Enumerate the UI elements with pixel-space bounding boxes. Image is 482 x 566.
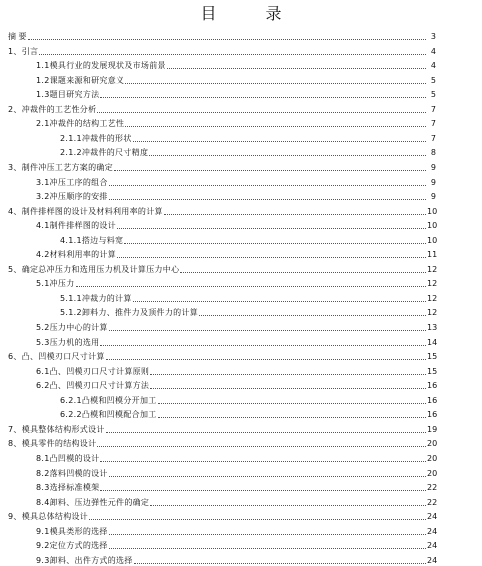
toc-page-number: 13 (427, 323, 438, 332)
toc-page-number: 16 (427, 395, 438, 405)
toc-page-number: 11 (427, 250, 438, 260)
toc-page-number: 10 (427, 206, 438, 216)
toc-page-number: 24 (427, 526, 438, 536)
toc-dot-leader (134, 562, 426, 564)
toc-entry-title: 6.2凸、凹模刃口尺寸计算方法 (36, 381, 150, 391)
toc-entry-title: 4.2材料利用率的计算 (36, 250, 117, 260)
toc-entry[interactable] (36, 550, 436, 566)
toc-page-number: 4 (430, 46, 436, 56)
toc-entry-title: 8.3选择标准模架 (36, 483, 100, 493)
toc-page-number: 12 (427, 293, 438, 303)
toc-entry-title: 3、制件冲压工艺方案的确定 (8, 162, 113, 172)
toc-page-number: 10 (427, 235, 438, 245)
toc-page-number: 5 (430, 75, 436, 85)
toc-entry-title: 8、模具零件的结构设计 (8, 439, 97, 449)
toc-entry-title: 8.1凸凹模的设计 (36, 453, 100, 463)
toc-page-number: 22 (427, 497, 438, 507)
toc-entry-title: 6.1凸、凹模刃口尺寸计算原则 (36, 366, 150, 376)
toc-page-number: 5 (430, 90, 436, 100)
toc-page-number: 20 (427, 468, 438, 478)
toc-page-number: 12 (427, 308, 438, 318)
toc-entry-title: 5、确定总冲压力和选用压力机及计算压力中心 (8, 264, 180, 274)
toc-entry-title: 4.1制件排样图的设计 (36, 221, 117, 231)
toc-entry-title: 1.2课题来源和研究意义 (36, 75, 125, 85)
toc-entry-title: 2.1.1冲裁件的形状 (60, 133, 132, 143)
toc-page-number: 20 (427, 439, 438, 449)
toc-entry-title: 1.3题目研究方法 (36, 90, 100, 100)
toc-page-number: 24 (427, 512, 438, 522)
toc-page-number: 20 (427, 453, 438, 463)
toc-page-number: 12 (427, 264, 438, 274)
toc-page-number: 16 (427, 381, 438, 391)
toc-entry-title: 8.4卸料、压边弹性元件的确定 (36, 497, 150, 507)
toc-entry-title: 摘 要 (8, 32, 27, 41)
toc-page-number: 9 (430, 192, 436, 202)
toc-entry-title: 9.2定位方式的选择 (36, 541, 108, 551)
toc-entry-title: 5.1.1冲裁力的计算 (60, 293, 132, 303)
toc-entry-title: 2.1.2冲裁件的尺寸精度 (60, 148, 149, 158)
toc-page-number: 3 (430, 32, 436, 41)
toc-entry-title: 9、模具总体结构设计 (8, 512, 89, 522)
toc-page-number: 15 (427, 366, 438, 376)
toc-entry-title: 4.1.1搭边与料宽 (60, 235, 124, 245)
toc-entry-title: 7、模具整体结构形式设计 (8, 424, 105, 434)
toc-entry-title: 3.2冲压顺序的安排 (36, 192, 108, 202)
toc-entry-title: 6、凸、凹模刃口尺寸计算 (8, 352, 105, 362)
toc-page-number: 16 (427, 410, 438, 420)
toc-entry-title: 6.2.2凸模和凹模配合加工 (60, 410, 157, 420)
toc-page-number: 10 (427, 221, 438, 231)
toc-page-number: 7 (430, 133, 436, 143)
toc-entry-title: 5.2压力中心的计算 (36, 323, 108, 332)
toc-page-number: 7 (430, 119, 436, 129)
toc-page-number: 24 (427, 555, 438, 565)
toc-entry-title: 3.1冲压工序的组合 (36, 177, 108, 187)
toc-page-number: 4 (430, 61, 436, 71)
toc-entry-title: 9.1模具类形的选择 (36, 526, 108, 536)
toc-entry-title: 5.1.2卸料力、推件力及顶件力的计算 (60, 308, 199, 318)
toc-entry-title: 1.1模具行业的发展现状及市场前景 (36, 61, 166, 71)
toc-entry-title: 6.2.1凸模和凹模分开加工 (60, 395, 157, 405)
toc-page-number: 8 (430, 148, 436, 158)
toc-entry-title: 1、引言 (8, 46, 39, 56)
toc-entry-title: 8.2落料凹模的设计 (36, 468, 108, 478)
toc-page-number: 22 (427, 483, 438, 493)
toc-page-number: 12 (427, 279, 438, 289)
page-title: 目 录 (200, 4, 304, 23)
toc-entry-title: 5.3压力机的选用 (36, 337, 100, 347)
toc-page-number: 9 (430, 177, 436, 187)
toc-entry-title: 2.1冲裁件的结构工艺性 (36, 119, 125, 129)
toc-page-number: 19 (427, 424, 438, 434)
toc-entry-title: 2、冲裁件的工艺性分析 (8, 104, 97, 114)
toc-page-number: 7 (430, 104, 436, 114)
toc-page-number: 24 (427, 541, 438, 551)
toc-entry-title: 5.1冲压力 (36, 279, 75, 289)
toc-page-number: 9 (430, 162, 436, 172)
toc-page-number: 15 (427, 352, 438, 362)
toc-entry-title: 9.3卸料、出件方式的选择 (36, 555, 133, 565)
toc-page-number: 14 (427, 337, 438, 347)
toc-entry-title: 4、制件排样图的设计及材料利用率的计算 (8, 206, 163, 216)
